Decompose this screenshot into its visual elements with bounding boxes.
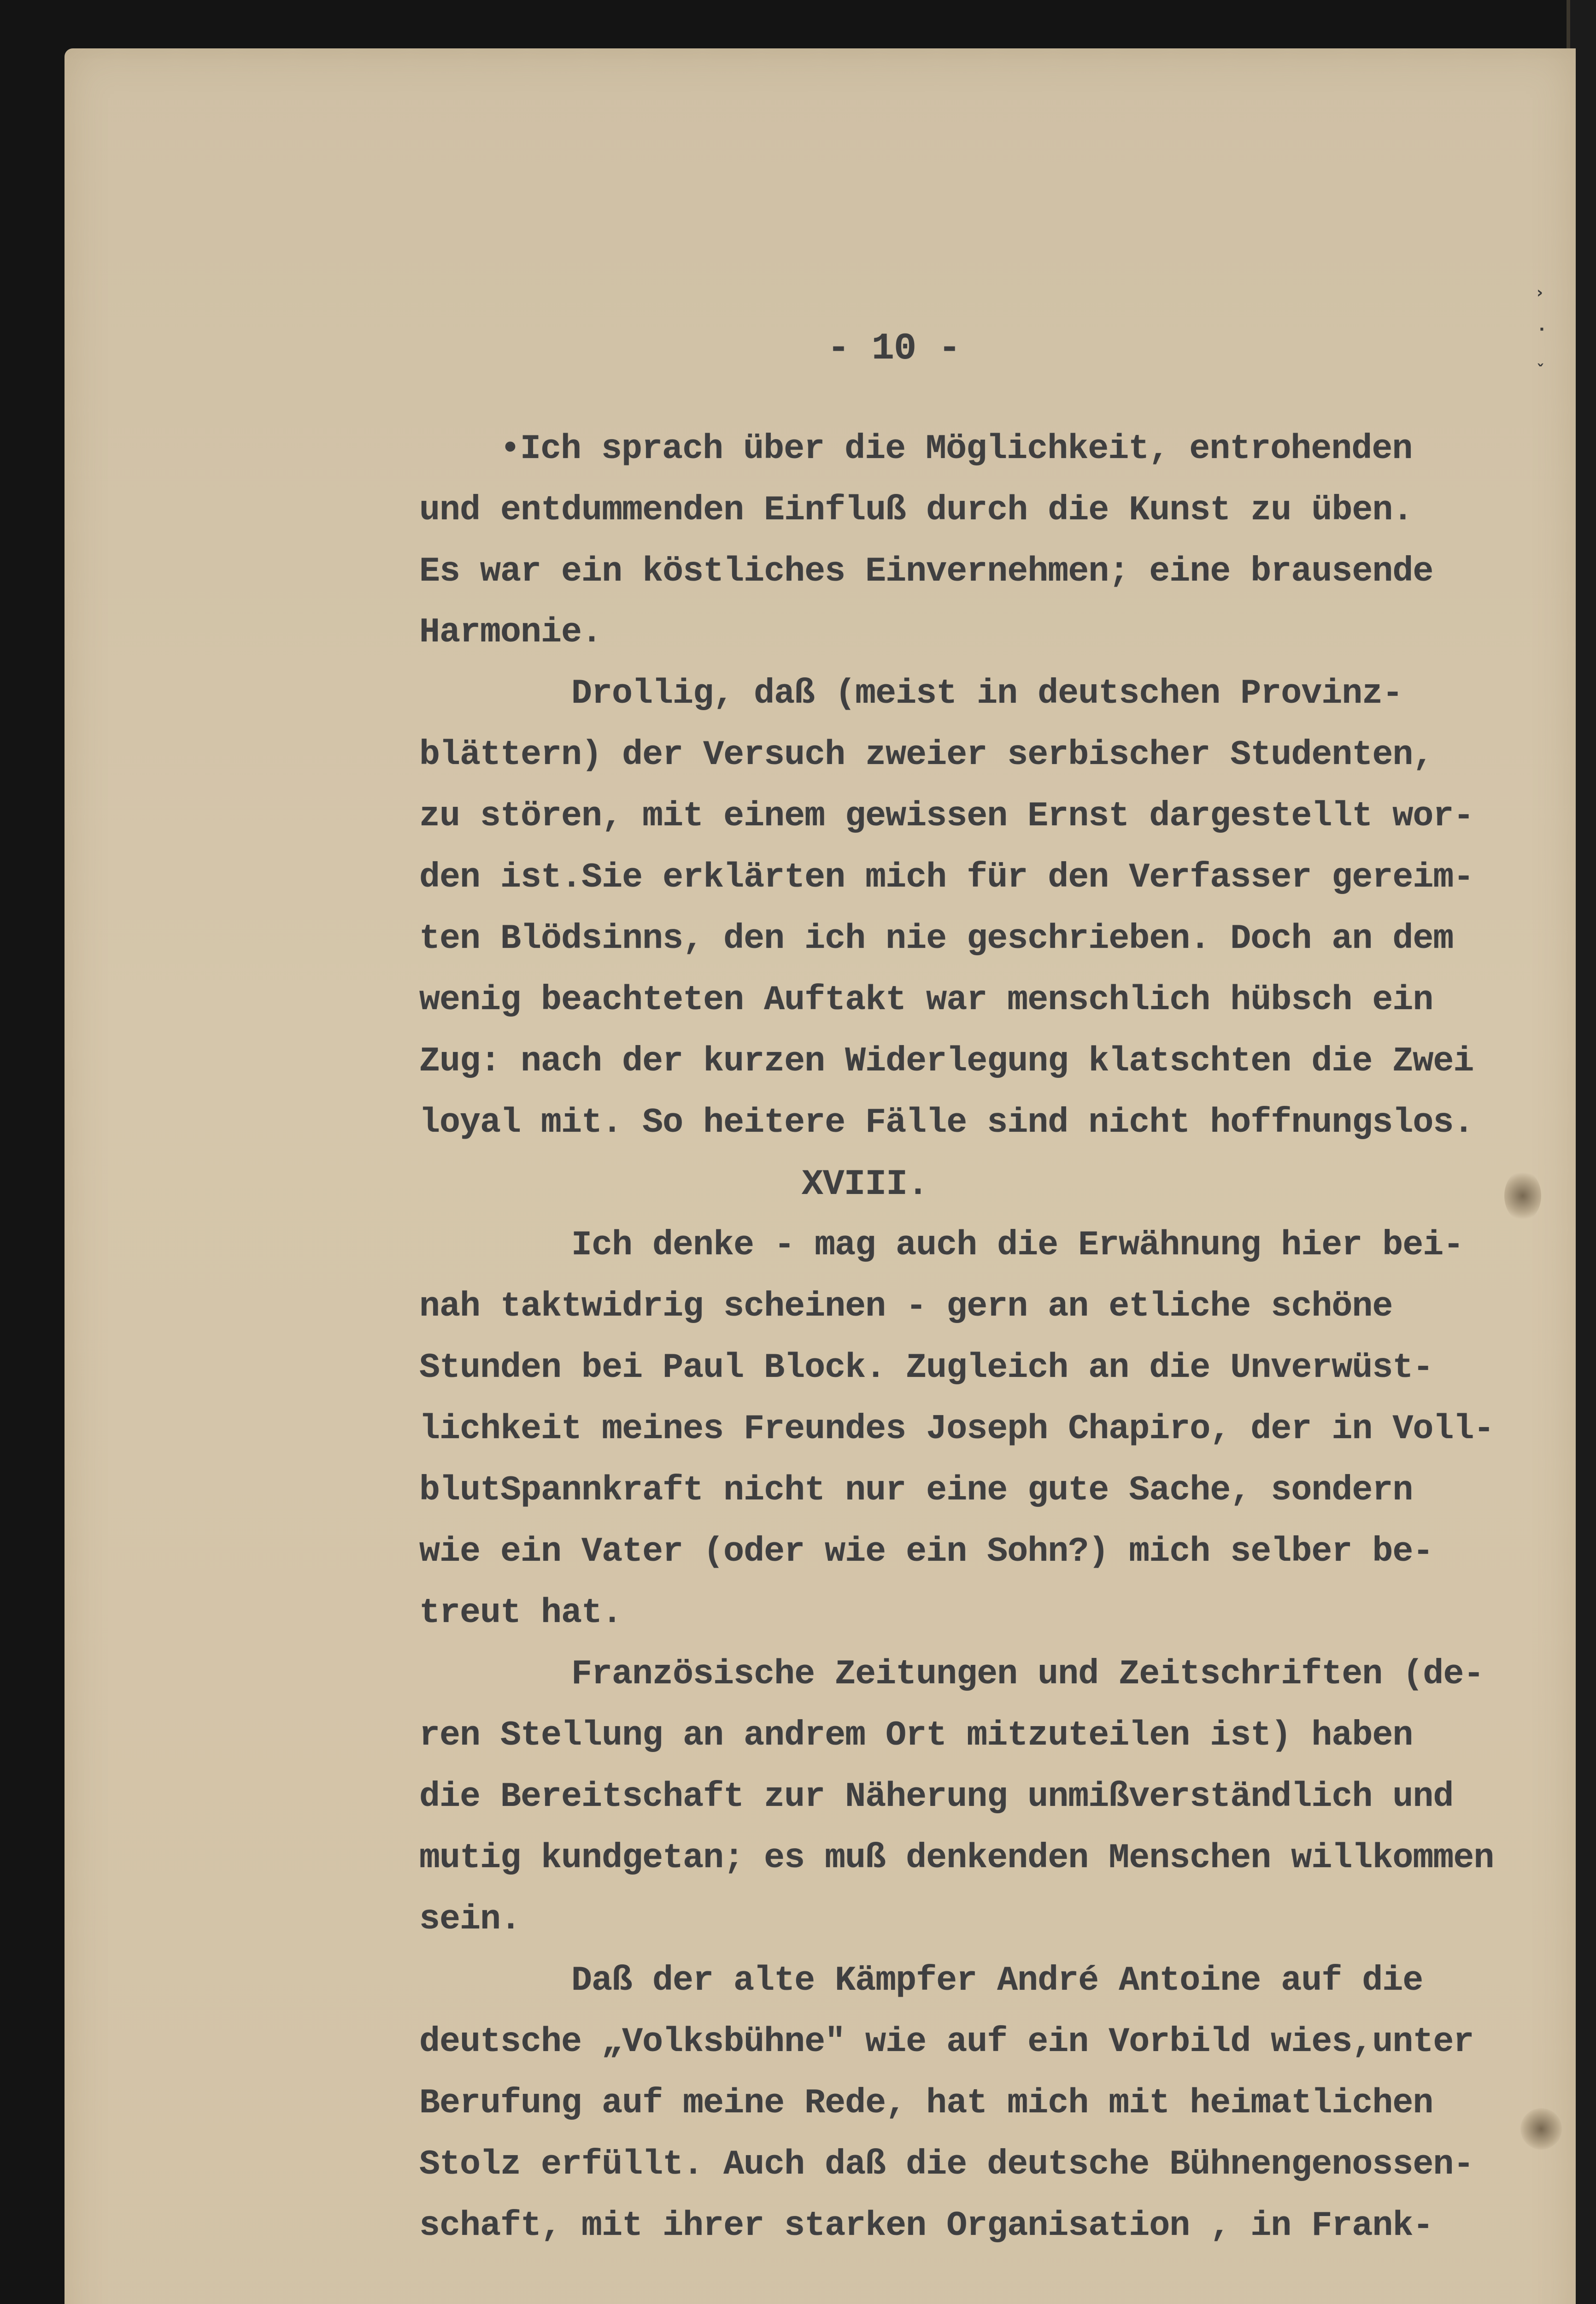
text-line: Zug: nach der kurzen Widerlegung klatschten die Zwei [419,1042,1474,1081]
page-number: - 10 - [827,327,961,370]
text-line: zu stören, mit einem gewissen Ernst dargestellt wor- [419,797,1474,836]
text-line: Daß der alte Kämpfer André Antoine auf die [571,1961,1423,2000]
section-heading: XVIII. [802,1164,928,1205]
text-line: den ist.Sie erklärten mich für den Verfasser gereim- [419,858,1474,897]
text-line: Harmonie. [419,613,602,652]
text-line: ten Blödsinns, den ich nie geschrieben. Doch an dem [419,919,1454,958]
text-line: Ich denke - mag auch die Erwähnung hier bei- [571,1226,1464,1265]
text-line: Berufung auf meine Rede, hat mich mit heimatlichen [419,2084,1433,2123]
text-line: blutSpannkraft nicht nur eine gute Sache, sondern [419,1471,1413,1510]
text-line: Es war ein köstliches Einvernehmen; eine brausende [419,552,1433,591]
text-line: und entdummenden Einfluß durch die Kunst zu üben. [419,491,1413,530]
text-line: wie ein Vater (oder wie ein Sohn?) mich selber be- [419,1532,1433,1571]
text-line: Französische Zeitungen und Zeitschriften (de- [571,1655,1484,1694]
text-line: lichkeit meines Freundes Joseph Chapiro, der in Voll- [419,1410,1494,1449]
text-line: ren Stellung an andrem Ort mitzuteilen ist) haben [419,1716,1413,1755]
text-line: treut hat. [419,1593,622,1633]
text-line: Drollig, daß (meist in deutschen Provinz- [571,674,1403,713]
text-line: nah taktwidrig scheinen - gern an etliche schöne [419,1287,1393,1326]
margin-mark: › [1537,283,1543,302]
typewritten-page [65,48,1576,2304]
ink-smudge [1520,2108,1562,2150]
text-line: Stolz erfüllt. Auch daß die deutsche Bühnengenossen- [419,2145,1474,2184]
text-line: loyal mit. So heitere Fälle sind nicht hoffnungslos. [419,1103,1474,1142]
text-line: deutsche „Volksbühne" wie auf ein Vorbild wies,unter [419,2022,1474,2062]
text-line: Stunden bei Paul Block. Zugleich an die Unverwüst- [419,1348,1433,1387]
text-line: wenig beachteten Auftakt war menschlich hübsch ein [419,981,1433,1020]
text-line: schaft, mit ihrer starken Organisation , in Frank- [419,2206,1433,2245]
ink-smudge [1504,1170,1541,1221]
text-line: sein. [419,1900,521,1939]
margin-mark: ˇ [1537,362,1544,380]
text-line: blättern) der Versuch zweier serbischer Studenten, [419,735,1433,775]
text-line: mutig kundgetan; es muß denkenden Menschen willkommen [419,1839,1494,1878]
margin-mark: · [1539,320,1545,339]
text-line: die Bereitschaft zur Näherung unmißverständlich und [419,1777,1454,1816]
text-line: •Ich sprach über die Möglichkeit, entrohenden [500,429,1413,469]
